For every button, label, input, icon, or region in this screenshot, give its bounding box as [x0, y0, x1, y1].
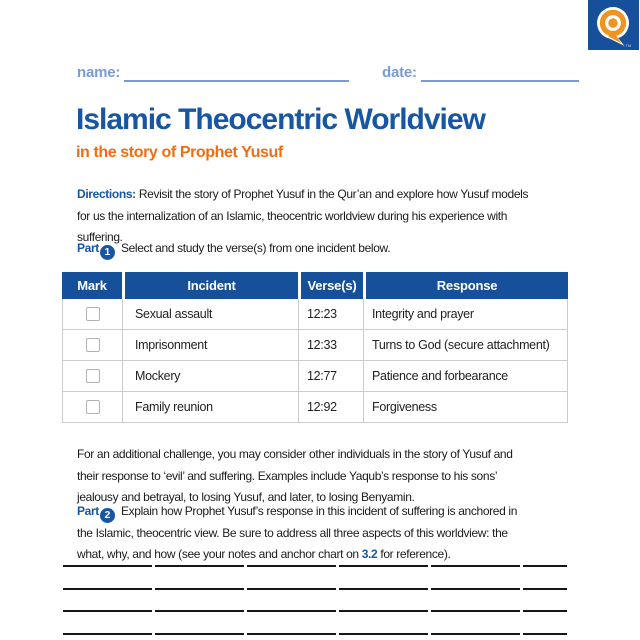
mark-checkbox[interactable]	[86, 369, 100, 383]
part1-text: Select and study the verse(s) from one incident below.	[120, 241, 391, 255]
col-header-incident: Incident	[122, 272, 298, 299]
response-cell: Integrity and prayer	[363, 299, 568, 330]
col-header-verses: Verse(s)	[298, 272, 363, 299]
incident-table	[62, 272, 568, 423]
incident-table-body	[62, 299, 568, 423]
part2-label: Part	[77, 504, 99, 518]
answer-line[interactable]	[63, 588, 567, 590]
table-header-row	[62, 272, 568, 299]
col-header-mark: Mark	[62, 272, 122, 299]
part1-label: Part	[77, 241, 99, 255]
part1-number-badge: 1	[100, 245, 115, 260]
mark-cell	[62, 361, 122, 392]
response-cell: Patience and forbearance	[363, 361, 568, 392]
table-row	[62, 299, 568, 330]
verse-cell: 12:33	[298, 330, 363, 361]
part2-text-line-1: Explain how Prophet Yusuf’s response in this incident of suffering is anchored in	[120, 504, 518, 518]
anchor-chart-reference: 3.2	[361, 547, 378, 561]
verse-cell: 12:92	[298, 392, 363, 423]
part2-instruction	[77, 501, 517, 566]
challenge-line-2: their response to ‘evil’ and suffering. Examples include Yaqub’s response to his sons’	[77, 468, 498, 483]
part2-text-line-3: what, why, and how (see your notes and anchor chart on	[77, 547, 359, 561]
answer-line[interactable]	[63, 565, 567, 567]
response-cell: Turns to God (secure attachment)	[363, 330, 568, 361]
incident-cell: Sexual assault	[122, 299, 298, 330]
challenge-paragraph	[77, 444, 513, 509]
part2-number-badge: 2	[100, 508, 115, 523]
answer-line[interactable]	[63, 633, 567, 635]
col-header-response: Response	[363, 272, 568, 299]
part2-text-line-3-end: for reference).	[380, 547, 451, 561]
incident-cell: Family reunion	[122, 392, 298, 423]
trademark-text: TM	[625, 43, 632, 48]
response-cell: Forgiveness	[363, 392, 568, 423]
directions-text-line-3: suffering.	[77, 230, 123, 244]
table-row	[62, 361, 568, 392]
part2-text-line-2: the Islamic, theocentric view. Be sure to address all three aspects of this worldview: the	[77, 525, 508, 540]
directions-label: Directions:	[77, 187, 136, 201]
name-field	[77, 63, 349, 82]
directions-text-line-2: for us the internalization of an Islamic, theocentric worldview during his experience with	[77, 208, 508, 223]
answer-lines	[63, 565, 567, 637]
mark-cell	[62, 392, 122, 423]
date-input-line[interactable]	[421, 63, 579, 82]
incident-cell: Mockery	[122, 361, 298, 392]
answer-line[interactable]	[63, 610, 567, 612]
table-row	[62, 392, 568, 423]
q-logo-icon	[588, 0, 639, 50]
name-input-line[interactable]	[124, 63, 349, 82]
mark-checkbox[interactable]	[86, 400, 100, 414]
date-label: date:	[382, 64, 417, 81]
incident-cell: Imprisonment	[122, 330, 298, 361]
challenge-line-1: For an additional challenge, you may consider other individuals in the story of Yusuf and	[77, 447, 513, 461]
name-label: name:	[77, 64, 121, 81]
brand-logo	[588, 0, 639, 50]
table-row	[62, 330, 568, 361]
date-field	[382, 63, 579, 82]
mark-checkbox[interactable]	[86, 307, 100, 321]
page-subtitle: in the story of Prophet Yusuf	[76, 144, 283, 161]
challenge-line-3: jealousy and betrayal, to losing Yusuf, and later, to losing Benyamin.	[77, 490, 415, 504]
mark-checkbox[interactable]	[86, 338, 100, 352]
verse-cell: 12:77	[298, 361, 363, 392]
mark-cell	[62, 299, 122, 330]
part1-instruction	[77, 238, 390, 260]
verse-cell: 12:23	[298, 299, 363, 330]
directions-text-line-1: Revisit the story of Prophet Yusuf in the Qur’an and explore how Yusuf models	[138, 187, 529, 201]
mark-cell	[62, 330, 122, 361]
page-title: Islamic Theocentric Worldview	[76, 103, 485, 136]
